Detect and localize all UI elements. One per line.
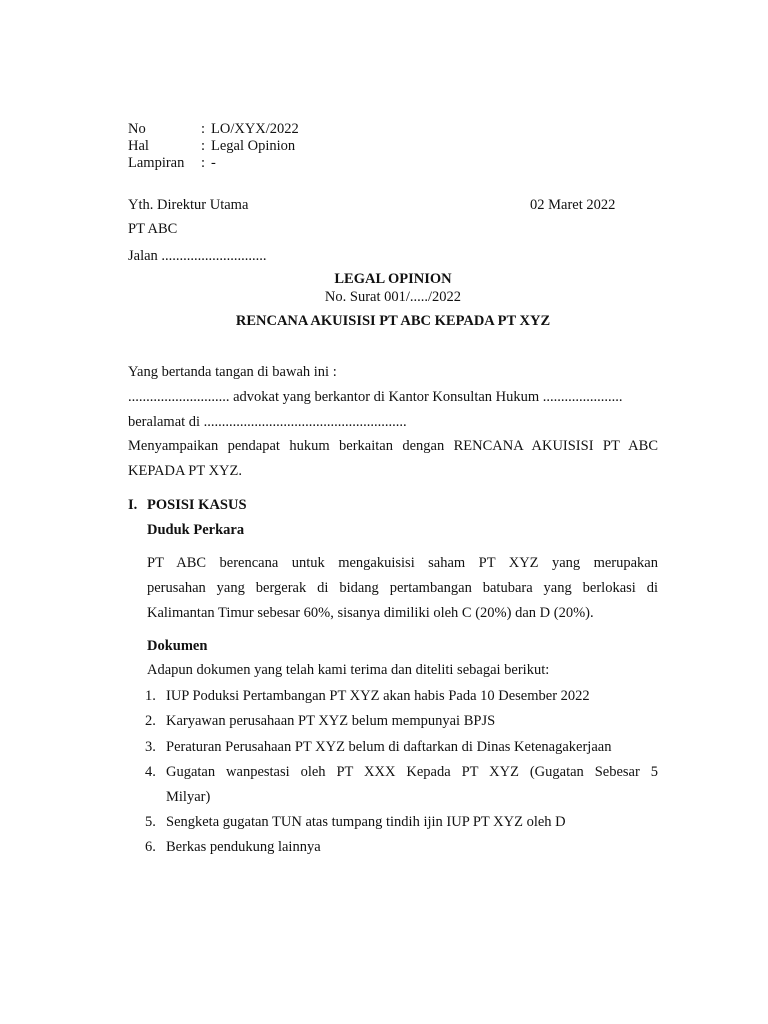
list-item-number: 6. <box>145 839 156 855</box>
list-item: Berkas pendukung lainnya <box>166 839 321 855</box>
lampiran-value: - <box>211 155 216 171</box>
case-paragraph-line1: PT ABC berencana untuk mengakuisisi saham PT XYZ yang merupakan <box>147 555 658 571</box>
list-item-number: 4. <box>145 764 156 780</box>
letter-date: 02 Maret 2022 <box>530 197 616 213</box>
list-item-number: 2. <box>145 713 156 729</box>
list-item-continuation: Milyar) <box>166 789 211 805</box>
addressee-line3: Jalan ............................. <box>128 248 267 264</box>
intro-line3: beralamat di ........................................................ <box>128 414 407 430</box>
subject-title: RENCANA AKUISISI PT ABC KEPADA PT XYZ <box>235 313 551 329</box>
intro-line4a: Menyampaikan pendapat hukum berkaitan dengan RENCANA AKUISISI PT ABC <box>128 438 658 454</box>
lampiran-colon: : <box>201 155 206 171</box>
subheading-duduk-perkara: Duduk Perkara <box>147 522 245 538</box>
addressee-line1: Yth. Direktur Utama <box>128 197 249 213</box>
intro-line2: ............................ advokat yang berkantor di Kantor Konsultan Hukum ...................... <box>128 389 623 405</box>
no-value: LO/XYX/2022 <box>211 121 299 137</box>
list-item: IUP Poduksi Pertambangan PT XYZ akan habis Pada 10 Desember 2022 <box>166 688 590 704</box>
hal-label: Hal <box>128 138 149 154</box>
list-item-number: 3. <box>145 739 156 755</box>
list-item: Karyawan perusahaan PT XYZ belum mempunyai BPJS <box>166 713 496 729</box>
list-item-number: 5. <box>145 814 156 830</box>
list-item-number: 1. <box>145 688 156 704</box>
subheading-dokumen: Dokumen <box>147 638 208 654</box>
list-item: Gugatan wanpestasi oleh PT XXX Kepada PT XYZ (Gugatan Sebesar 5 <box>166 764 658 780</box>
no-label: No <box>128 121 146 137</box>
list-item: Sengketa gugatan TUN atas tumpang tindih ijin IUP PT XYZ oleh D <box>166 814 566 830</box>
intro-line4b: KEPADA PT XYZ. <box>128 463 243 479</box>
addressee-line2: PT ABC <box>128 221 178 237</box>
hal-colon: : <box>201 138 206 154</box>
letter-number: No. Surat 001/...../2022 <box>324 289 462 305</box>
lampiran-label: Lampiran <box>128 155 185 171</box>
intro-line1: Yang bertanda tangan di bawah ini : <box>128 364 337 380</box>
hal-value: Legal Opinion <box>211 138 296 154</box>
case-paragraph-line3: Kalimantan Timur sebesar 60%, sisanya dimiliki oleh C (20%) dan D (20%). <box>147 605 594 621</box>
no-colon: : <box>201 121 206 137</box>
section-heading: POSISI KASUS <box>147 497 247 513</box>
section-number: I. <box>128 497 138 513</box>
list-item: Peraturan Perusahaan PT XYZ belum di daftarkan di Dinas Ketenagakerjaan <box>166 739 612 755</box>
case-paragraph-line2: perusahan yang bergerak di bidang pertambangan batubara yang berlokasi di <box>147 580 658 596</box>
doc-title: LEGAL OPINION <box>334 271 452 287</box>
documents-intro: Adapun dokumen yang telah kami terima dan diteliti sebagai berikut: <box>147 662 550 678</box>
